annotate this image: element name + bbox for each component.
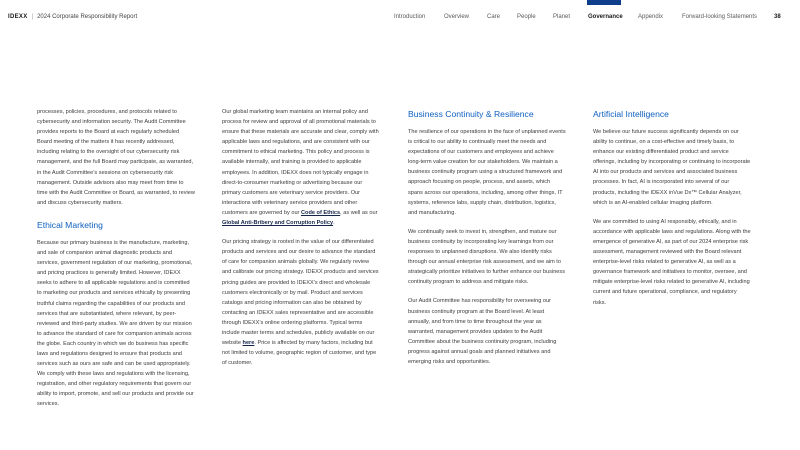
artificial-intelligence-heading: Artificial Intelligence	[593, 109, 669, 119]
business-continuity-heading: Business Continuity & Resilience	[408, 109, 534, 119]
ai-products-paragraph: We believe our future success significantly depends on our ability to continue, on a cost-effective and timely basis, to enhance our existing differentiated product and service offerings, including by incorporating or continuing to incorporate AI into our products and services and associated business processes. In fact, AI is incorporated into several of our products, including the IDEXX inVue Dx™ Cellular Analyzer, which is an AI-enabled cellular imaging platform.	[593, 129, 751, 206]
resilience-paragraph: The resilience of our operations in the face of unplanned events is critical to our ability to continually meet the needs and expectations of our customers and employees and achieve long-term value creation for our stakeholders. We maintain a business continuity program using a structured framework and approach focusing on people, process, and assets, which spans across our operations, including, among other things, IT systems, reference labs, supply chain, distribution, logistics, and manufacturing.	[408, 129, 566, 216]
brand-separator: |	[31, 14, 34, 20]
page-header	[0, 0, 800, 36]
website-here-link[interactable]: here	[242, 340, 255, 347]
column-3	[408, 108, 566, 376]
nav-planet[interactable]: Planet	[553, 14, 571, 20]
nav-care[interactable]: Care	[487, 14, 501, 20]
nav-appendix[interactable]: Appendix	[638, 14, 664, 20]
nav-forward-looking-statements[interactable]: Forward-looking Statements	[682, 14, 758, 20]
marketing-policy-text: Our global marketing team maintains an internal policy and process for review and approval of all promotional materials to ensure that these materials are accurate and clear, comply with applicable laws and regulations, and are consistent with our commitment to ethical marketing. This policy and process is available internally, and training is provided to applicable employees. In addition, IDEXX does not typically engage in direct-to-consumer marketing or advertising because our primary customers are veterinary service providers. Our interactions with veterinary service providers and other customers are governed by our	[222, 109, 379, 216]
brand-logo[interactable]: IDEXX	[8, 14, 28, 20]
nav-overview[interactable]: Overview	[444, 14, 470, 20]
anti-bribery-policy-link[interactable]: Global Anti-Bribery and Corruption Policy	[222, 220, 334, 227]
nav-governance[interactable]: Governance	[588, 14, 623, 20]
code-of-ethics-link[interactable]: Code of Ethics	[300, 209, 341, 216]
ethical-marketing-paragraph: Because our primary business is the manufacture, marketing, and sale of companion animal diagnostic products and services, government regulation of our marketing, promotional, and pricing practices is generally limited. However, IDEXX seeks to adhere to all applicable regulations and is committed to marketing our products and services ethically by presenting truthful claims regarding the capabilities of our products and services that are substantiated, where relevant, by peer-reviewed and third-party studies. We are driven by our mission to advance the standard of care for companion animals across the globe. Each country in which we do business has specific laws and regulations designed to ensure that products and services such as ours are safe and can be used appropriately. We comply with these laws and regulations with the licensing, registration, and other regulatory requirements that govern our ability to import, promote, and sell our products and provide our services.	[37, 239, 194, 408]
audit-committee-paragraph: Our Audit Committee has responsibility for overseeing our business continuity program at the Board level. At least annually, and from time to time throughout the year as warranted, management provides updates to the Audit Committee about the business continuity program, including progress against annual goals and planned initiatives and emerging risks and opportunities.	[408, 298, 557, 365]
active-section-indicator	[587, 0, 621, 5]
responsible-ai-paragraph: We are committed to using AI responsibly, ethically, and in accordance with applicable laws and regulations. Along with the emergence of generative AI, as part of our 2024 enterprise risk assessment, management reviewed with the Board relevant enterprise-level risks related to generative AI, as well as a governance framework and initiatives to monitor, oversee, and mitigate enterprise-level risks related to generative AI, including current and future operational, compliance, and regulatory risks.	[593, 218, 751, 306]
column-2	[222, 107, 380, 377]
page-number: 38	[774, 14, 781, 20]
continuity-investment-paragraph: We continually seek to invest in, strengthen, and mature our business continuity by incorporating key learnings from our responses to unplanned disruptions. We also identify risks through our annual enterprise risk assessment, and we aim to strategically prioritize initiatives to further enhance our business continuity program to address and mitigate risks.	[408, 228, 566, 286]
marketing-policy-end: .	[333, 220, 335, 227]
report-title: 2024 Corporate Responsibility Report	[37, 14, 138, 20]
pricing-strategy-end: . Price is affected by many factors, including but not limited to volume, geographic region of customer, and type of customer.	[222, 340, 377, 367]
report-brand	[8, 14, 137, 20]
column-1	[37, 107, 195, 419]
pricing-strategy-text: Our pricing strategy is rooted in the value of our differentiated products and services and our desire to advance the standard of care for companion animals globally. We regularly review and calibrate our pricing strategy. IDEXX products and services pricing guides are provided to IDEXX’s direct and wholesale customers electronically or by mail. Product and services catalogs and pricing information can also be obtained by contacting an IDEXX sales representative and are accessible through IDEXX’s online ordering platforms. Typical terms include master terms and schedules, publicly available on our website	[222, 239, 379, 347]
cybersecurity-paragraph: processes, policies, procedures, and protocols related to cybersecurity and information security. The Audit Committee provides reports to the Board at each regularly scheduled Board meeting of the matters it has recently addressed, including relating to the oversight of our cybersecurity risk management, and the full Board may participate, as warranted, in the Audit Committee’s sessions on cybersecurity risk management. Outside advisors also may meet from time to time with the Audit Committee or Board, as warranted, to review and discuss cybersecurity matters.	[37, 109, 195, 206]
nav-introduction[interactable]: Introduction	[394, 14, 426, 20]
nav-people[interactable]: People	[517, 14, 536, 20]
column-4	[593, 108, 751, 317]
ethical-marketing-heading: Ethical Marketing	[37, 219, 103, 230]
marketing-policy-mid: , as well as our	[340, 209, 378, 216]
marketing-policy-paragraph	[222, 107, 380, 228]
pricing-strategy-paragraph	[222, 237, 380, 368]
